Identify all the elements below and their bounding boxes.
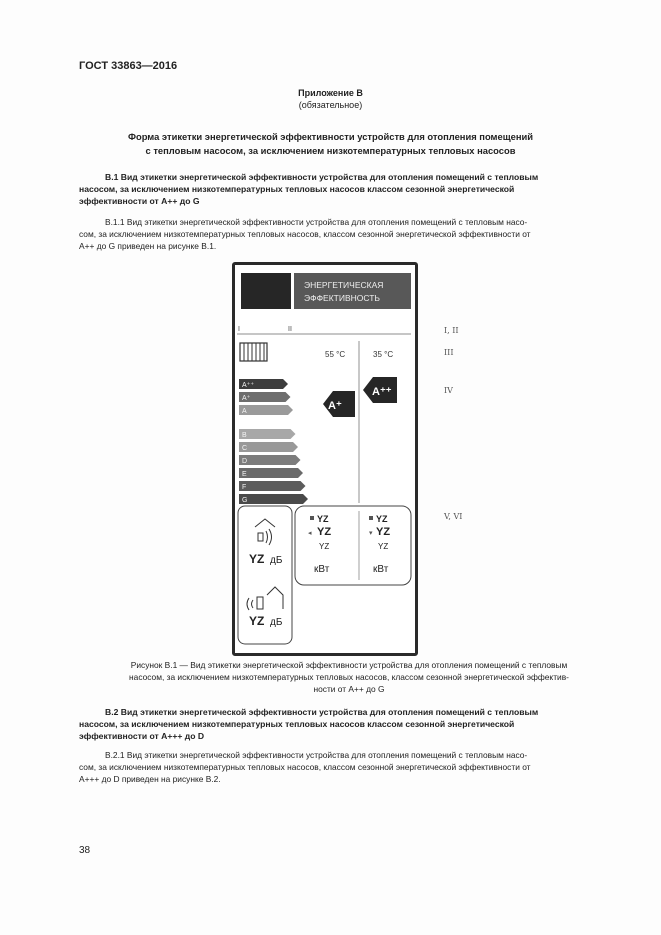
- b1-heading-line1: В.1 Вид этикетки энергетической эффективности устройства для отопления помещений с тепловым: [105, 172, 539, 182]
- output-35-yz-3: YZ: [378, 542, 389, 551]
- efficiency-class-bar: [239, 494, 308, 504]
- output-55-yz-1: YZ: [317, 514, 329, 524]
- efficiency-class-label: A: [242, 408, 247, 415]
- b2-heading-line3: эффективности от А+++ до D: [79, 731, 205, 741]
- marker-i-ii: I, II: [444, 326, 459, 335]
- output-55-unit: кВт: [314, 564, 330, 575]
- page-number: 38: [79, 845, 91, 856]
- b2-heading-line1: В.2 Вид этикетки энергетической эффективности устройства для отопления помещений с тепловым: [105, 707, 539, 717]
- figure-caption-line3: ности от А++ до G: [313, 684, 385, 694]
- output-35-yz-2: YZ: [376, 526, 391, 538]
- heat-output-35: [369, 514, 390, 575]
- b2-paragraph-line2: сом, за исключением низкотемпературных тепловых насосов, классом сезонной энергетической эффективности от: [79, 762, 531, 772]
- energy-banner: [294, 273, 411, 309]
- output-55-yz-3: YZ: [319, 542, 330, 551]
- indoor-sound-icon: [255, 519, 275, 545]
- outdoor-sound-unit: дБ: [270, 617, 283, 628]
- class-arrow-35: [363, 377, 397, 403]
- efficiency-class-label: B: [242, 432, 247, 439]
- output-35-yz-1: YZ: [376, 514, 388, 524]
- b1-paragraph-line3: А++ до G приведен на рисунке В.1.: [79, 241, 217, 251]
- efficiency-class-bar: [239, 442, 298, 452]
- b2-paragraph-line1: В.2.1 Вид этикетки энергетической эффективности устройства для отопления помещений с тепловым насо-: [105, 750, 528, 760]
- output-35-unit: кВт: [373, 564, 389, 575]
- efficiency-class-label: C: [242, 445, 248, 452]
- b1-heading-line2: насосом, за исключением низкотемпературных тепловых насосов классом сезонной энергетической: [79, 184, 515, 194]
- marker-v-vi: V, VI: [444, 512, 463, 521]
- efficiency-class-bar: [239, 468, 303, 478]
- radiator-icon: [240, 343, 267, 361]
- b1-paragraph-line2: сом, за исключением низкотемпературных тепловых насосов, классом сезонной энергетической эффективности от: [79, 229, 531, 239]
- banner-text-line2: ЭФФЕКТИВНОСТЬ: [304, 293, 381, 303]
- appendix-title: Приложение В: [298, 88, 363, 98]
- section-title-line2: с тепловым насосом, за исключением низкотемпературных тепловых насосов: [145, 145, 516, 156]
- appendix-status: (обязательное): [298, 100, 363, 110]
- outdoor-sound-value: YZ: [249, 614, 265, 628]
- efficiency-class-bar: [239, 405, 293, 415]
- efficiency-class-label: F: [242, 484, 247, 491]
- marker-iv: IV: [444, 386, 453, 395]
- indoor-sound-value: YZ: [249, 552, 265, 566]
- efficiency-class-bar: [239, 429, 296, 439]
- indoor-sound-unit: дБ: [270, 555, 283, 566]
- class-arrow-35-label: A⁺⁺: [372, 386, 392, 398]
- efficiency-class-scale: [239, 379, 308, 504]
- outdoor-sound-icon: [247, 587, 283, 610]
- efficiency-class-bar: [239, 481, 306, 491]
- heat-output-55: [308, 514, 331, 575]
- svg-text:◂: ◂: [308, 530, 312, 537]
- figure-caption-line2: насосом, за исключением низкотемпературных тепловых насосов, классом сезонной энергетической эффектив-: [129, 672, 569, 682]
- output-55-yz-2: YZ: [317, 526, 332, 538]
- label-row-ii: II: [288, 326, 292, 333]
- temperature-35: 35 °C: [373, 350, 394, 359]
- svg-text:▾: ▾: [369, 530, 373, 537]
- class-arrow-55: [323, 391, 355, 417]
- document-id: ГОСТ 33863—2016: [79, 60, 178, 72]
- efficiency-class-label: G: [242, 497, 248, 504]
- efficiency-class-label: A⁺: [242, 395, 251, 402]
- b2-heading-line2: насосом, за исключением низкотемпературных тепловых насосов классом сезонной энергетической: [79, 719, 515, 729]
- temperature-55: 55 °C: [325, 350, 346, 359]
- b2-paragraph-line3: А+++ до D приведен на рисунке В.2.: [79, 774, 221, 784]
- banner-text-line1: ЭНЕРГЕТИЧЕСКАЯ: [304, 280, 384, 290]
- energy-label-figure: [232, 262, 418, 656]
- b1-heading-line3: эффективности от А++ до G: [79, 196, 200, 206]
- figure-caption-line1: Рисунок В.1 — Вид этикетки энергетической эффективности устройства для отопления помещений с тепловым: [130, 660, 568, 670]
- marker-iii: III: [444, 348, 454, 357]
- section-title-line1: Форма этикетки энергетической эффективности устройств для отопления помещений: [127, 131, 534, 142]
- efficiency-class-bar: [239, 455, 301, 465]
- efficiency-class-label: A⁺⁺: [242, 382, 255, 389]
- label-row-i: I: [238, 326, 240, 333]
- efficiency-class-label: D: [242, 458, 248, 465]
- class-arrow-55-label: A⁺: [328, 400, 342, 412]
- logo-block: [241, 273, 291, 309]
- efficiency-class-label: E: [242, 471, 247, 478]
- b1-paragraph-line1: В.1.1 Вид этикетки энергетической эффективности устройства для отопления помещений с тепловым насо-: [105, 217, 528, 227]
